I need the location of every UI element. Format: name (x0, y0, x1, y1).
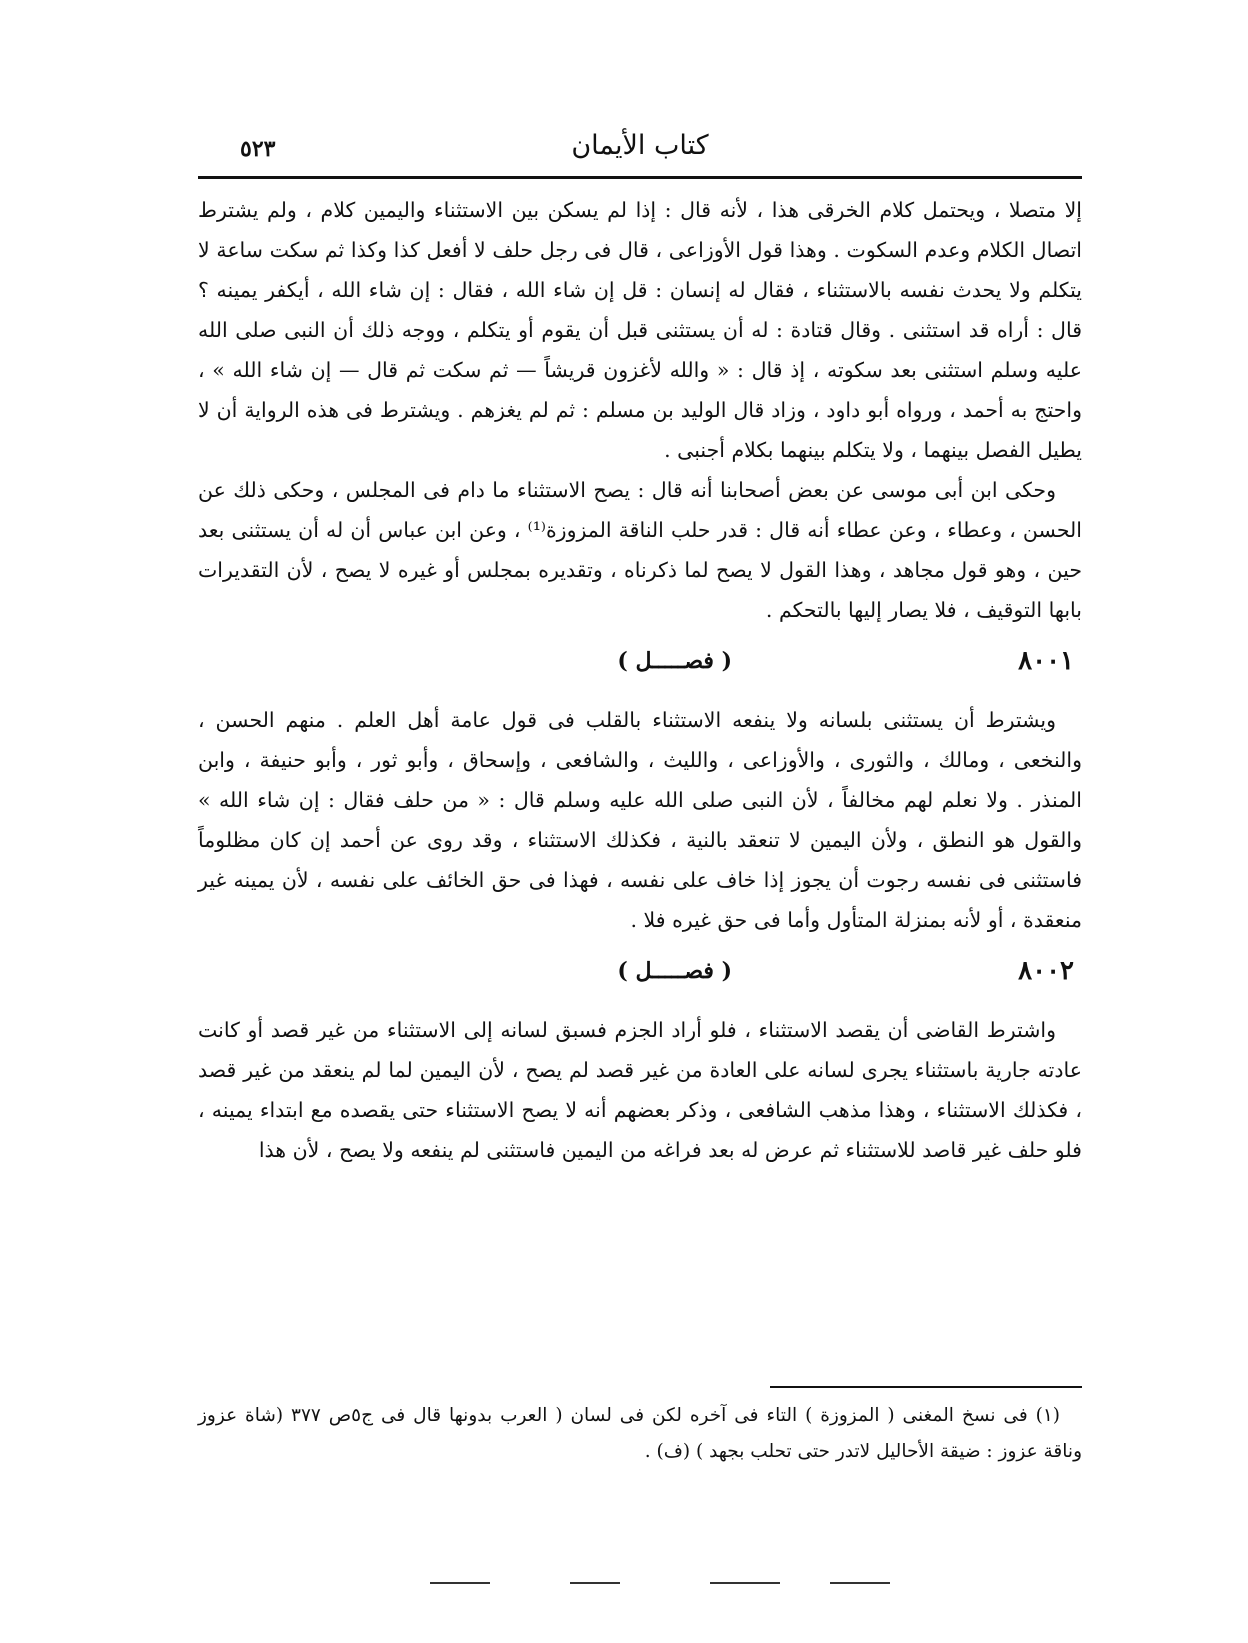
scan-mark (710, 1582, 780, 1584)
footnote-divider (770, 1386, 1082, 1388)
section-number: ٨٠٠١ (1018, 646, 1074, 676)
paragraph: وحكى ابن أبى موسى عن بعض أصحابنا أنه قال : يصح الاستثناء ما دام فى المجلس ، وحكى ذلك عن الحسن ، وعطاء ، وعن عطاء أنه قال : قدر حلب الناقة المزوزة⁽¹⁾ ، وعن ابن عباس أن له أن يستثنى بعد حين ، وهو قول مجاهد ، وهذا القول لا يصح لما ذكرناه ، وتقديره بمجلس أو غيره لا يصح ، لأن التقديرات بابها التوقيف ، فلا يصار إليها بالتحكم . (198, 478, 1082, 622)
footnote: (١) فى نسخ المغنى ( المزوزة ) التاء فى آخره لكن فى لسان ( العرب بدونها قال فى ج٥ص ٣٧٧ (شاة عزوز وناقة عزوز : ضيقة الأحاليل لاتدر حتى تحلب بجهد ) (ف) . (198, 1405, 1082, 1462)
section-heading (198, 638, 1082, 694)
section-number: ٨٠٠٢ (1018, 956, 1074, 986)
section-label: ( فصـــــل ) (617, 648, 732, 674)
scan-mark (830, 1582, 890, 1584)
page-bottom-marks (430, 1582, 900, 1588)
section-heading (198, 948, 1082, 1004)
main-text (198, 190, 1082, 1170)
scan-mark (430, 1582, 490, 1584)
paragraph: ويشترط أن يستثنى بلسانه ولا ينفعه الاستثناء بالقلب فى قول عامة أهل العلم . منهم الحسن ، والنخعى ، ومالك ، والثورى ، والأوزاعى ، والليث ، والشافعى ، وإسحاق ، وأبو ثور ، وأبو حنيفة ، وابن المنذر . ولا نعلم لهم مخالفاً ، لأن النبى صلى الله عليه وسلم قال : « من حلف فقال : إن شاء الله » والقول هو النطق ، ولأن اليمين لا تنعقد بالنية ، فكذلك الاستثناء ، وقد روى عن أحمد إن كان مظلوماً فاستثنى فى نفسه رجوت أن يجوز إذا خاف على نفسه ، فهذا فى حق الخائف على نفسه ، لأن يمينه غير منعقدة ، أو لأنه بمنزلة المتأول وأما فى حق غيره فلا . (198, 708, 1082, 932)
section-label: ( فصـــــل ) (617, 958, 732, 984)
page-number: ٥٢٣ (240, 136, 276, 162)
page-header (200, 130, 1080, 170)
footnotes (198, 1398, 1082, 1470)
paragraph: إلا متصلا ، ويحتمل كلام الخرقى هذا ، لأنه قال : إذا لم يسكن بين الاستثناء واليمين كلام ، ولم يشترط اتصال الكلام وعدم السكوت . وهذا قول الأوزاعى ، قال فى رجل حلف لا أفعل كذا وكذا ثم سكت ساعة لا يتكلم ولا يحدث نفسه بالاستثناء ، فقال له إنسان : قل إن شاء الله ، فقال : إن شاء الله ، أيكفر يمينه ؟ قال : أراه قد استثنى . وقال قتادة : له أن يستثنى قبل أن يقوم أو يتكلم ، ووجه ذلك أن النبى صلى الله عليه وسلم استثنى بعد سكوته ، إذ قال : « والله لأغزون قريشاً — ثم سكت ثم قال — إن شاء الله » ، واحتج به أحمد ، ورواه أبو داود ، وزاد قال الوليد بن مسلم : ثم لم يغزهم . ويشترط فى هذه الرواية أن لا يطيل الفصل بينهما ، ولا يتكلم بينهما بكلام أجنبى . (198, 198, 1082, 462)
header-divider (198, 176, 1082, 179)
page-title: كتاب الأيمان (571, 130, 709, 161)
paragraph: واشترط القاضى أن يقصد الاستثناء ، فلو أراد الجزم فسبق لسانه إلى الاستثناء من غير قصد أو كانت عادته جارية باستثناء يجرى لسانه على العادة من غير قصد لم يصح ، لأن اليمين لما لم ينعقد من غير قصد ، فكذلك الاستثناء ، وهذا مذهب الشافعى ، وذكر بعضهم أنه لا يصح الاستثناء حتى يقصده مع ابتداء يمينه ، فلو حلف غير قاصد للاستثناء ثم عرض له بعد فراغه من اليمين فاستثنى لم ينفعه ولا يصح ، لأن هذا (198, 1018, 1082, 1162)
scan-mark (570, 1582, 620, 1584)
